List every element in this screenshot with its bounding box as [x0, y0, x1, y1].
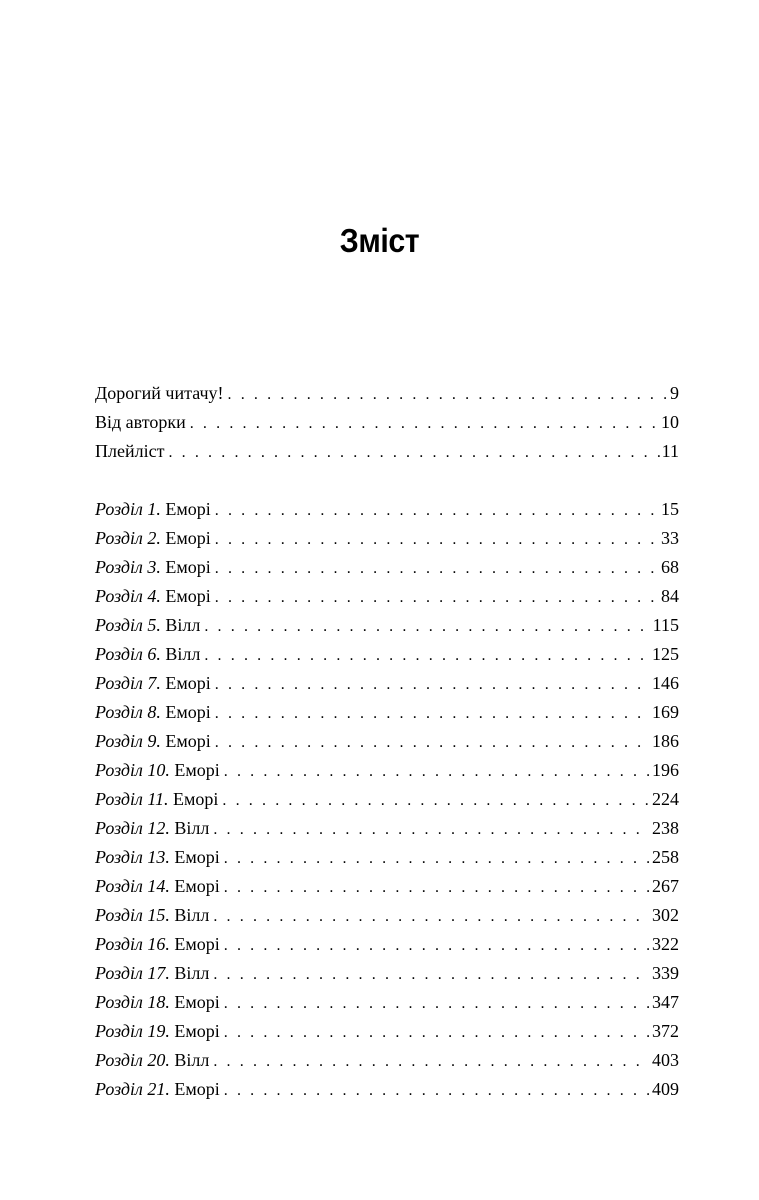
dot-leader — [215, 496, 659, 525]
chapter-number: Розділ 12. — [95, 818, 170, 838]
chapter-narrator: Еморі — [174, 876, 220, 896]
chapter-number: Розділ 7. — [95, 673, 161, 693]
toc-page-number: 372 — [652, 1021, 679, 1041]
toc-chapter-entry[interactable] — [95, 1046, 679, 1075]
chapter-number: Розділ 18. — [95, 992, 170, 1012]
dot-leader — [224, 1076, 650, 1105]
toc-entry-label — [95, 988, 220, 1017]
toc-page-number: 10 — [661, 412, 679, 432]
chapter-number: Розділ 5. — [95, 615, 161, 635]
chapter-narrator: Еморі — [165, 731, 211, 751]
chapter-narrator: Еморі — [174, 847, 220, 867]
chapter-number: Розділ 10. — [95, 760, 170, 780]
toc-entry-label — [95, 553, 211, 582]
toc-entry-label — [95, 640, 200, 669]
front-matter-list — [95, 379, 679, 466]
chapter-number: Розділ 11. — [95, 789, 169, 809]
toc-entry-label — [95, 785, 218, 814]
chapter-number: Розділ 4. — [95, 586, 161, 606]
dot-leader — [213, 960, 650, 989]
chapter-narrator: Вілл — [165, 615, 201, 635]
toc-chapter-entry[interactable] — [95, 872, 679, 901]
toc-entry[interactable] — [95, 379, 679, 408]
toc-entry-label: Від авторки — [95, 412, 186, 432]
toc-page-number: 258 — [652, 847, 679, 867]
toc-chapter-entry[interactable] — [95, 814, 679, 843]
toc-entry-label — [95, 582, 211, 611]
toc-page-number: 68 — [661, 557, 679, 577]
toc-page-number: 125 — [652, 644, 679, 664]
chapter-narrator: Еморі — [165, 673, 211, 693]
chapter-narrator: Еморі — [173, 789, 219, 809]
dot-leader — [215, 699, 650, 728]
chapter-narrator: Еморі — [174, 1079, 220, 1099]
chapter-narrator: Еморі — [165, 702, 211, 722]
chapter-number: Розділ 6. — [95, 644, 161, 664]
chapter-narrator: Вілл — [174, 818, 210, 838]
toc-chapter-entry[interactable] — [95, 930, 679, 959]
toc-page-number: 169 — [652, 702, 679, 722]
toc-page-number: 115 — [652, 615, 679, 635]
chapter-narrator: Еморі — [174, 760, 220, 780]
chapter-narrator: Вілл — [174, 1050, 210, 1070]
dot-leader — [204, 612, 650, 641]
chapter-narrator: Вілл — [174, 905, 210, 925]
toc-page-number: 196 — [652, 760, 679, 780]
page-title: Зміст — [339, 222, 420, 259]
toc-page-number: 84 — [661, 586, 679, 606]
dot-leader — [204, 641, 650, 670]
toc-chapter-entry[interactable] — [95, 785, 679, 814]
dot-leader — [224, 1018, 650, 1047]
chapter-number: Розділ 19. — [95, 1021, 170, 1041]
toc-chapter-entry[interactable] — [95, 1017, 679, 1046]
toc-page-number: 186 — [652, 731, 679, 751]
chapter-number: Розділ 9. — [95, 731, 161, 751]
dot-leader — [224, 931, 650, 960]
toc-entry-label — [95, 959, 209, 988]
toc-page-number: 146 — [652, 673, 679, 693]
dot-leader — [224, 989, 650, 1018]
toc-entry-label — [95, 930, 220, 959]
dot-leader — [168, 438, 659, 467]
toc-chapter-entry[interactable] — [95, 1075, 679, 1104]
toc-entry-label — [95, 843, 220, 872]
toc-chapter-entry[interactable] — [95, 756, 679, 785]
toc-chapter-entry[interactable] — [95, 495, 679, 524]
toc-entry-label — [95, 1017, 220, 1046]
dot-leader — [213, 1047, 650, 1076]
toc-page-number: 267 — [652, 876, 679, 896]
dot-leader — [190, 409, 659, 438]
chapter-narrator: Еморі — [165, 499, 211, 519]
toc-chapter-entry[interactable] — [95, 640, 679, 669]
toc-page-number: 339 — [652, 963, 679, 983]
toc-entry-label — [95, 727, 211, 756]
chapter-narrator: Вілл — [165, 644, 201, 664]
toc-page-number: 224 — [652, 789, 679, 809]
chapter-narrator: Вілл — [174, 963, 210, 983]
chapter-number: Розділ 16. — [95, 934, 170, 954]
chapter-number: Розділ 15. — [95, 905, 170, 925]
toc-page-number: 403 — [652, 1050, 679, 1070]
toc-page-number: 33 — [661, 528, 679, 548]
toc-entry-label — [95, 814, 209, 843]
chapter-number: Розділ 14. — [95, 876, 170, 896]
toc-entry-label — [95, 756, 220, 785]
dot-leader — [224, 844, 650, 873]
chapter-narrator: Еморі — [174, 934, 220, 954]
toc-chapter-entry[interactable] — [95, 582, 679, 611]
dot-leader — [215, 728, 650, 757]
toc-chapter-entry[interactable] — [95, 843, 679, 872]
toc-chapter-entry[interactable] — [95, 669, 679, 698]
dot-leader — [224, 873, 650, 902]
dot-leader — [222, 786, 650, 815]
toc-chapter-entry[interactable] — [95, 959, 679, 988]
toc-page-number: 302 — [652, 905, 679, 925]
chapter-number: Розділ 3. — [95, 557, 161, 577]
toc-entry-label: Дорогий читачу! — [95, 383, 224, 403]
chapter-number: Розділ 2. — [95, 528, 161, 548]
chapter-narrator: Еморі — [165, 557, 211, 577]
toc-chapter-entry[interactable] — [95, 698, 679, 727]
toc-page-number: 409 — [652, 1079, 679, 1099]
chapter-number: Розділ 13. — [95, 847, 170, 867]
toc-entry-label — [95, 1075, 220, 1104]
toc-chapter-entry[interactable] — [95, 611, 679, 640]
chapter-number: Розділ 21. — [95, 1079, 170, 1099]
chapter-number: Розділ 8. — [95, 702, 161, 722]
dot-leader — [215, 583, 659, 612]
chapter-narrator: Еморі — [165, 586, 211, 606]
toc-chapter-entry[interactable] — [95, 524, 679, 553]
toc-entry-label — [95, 872, 220, 901]
toc-entry[interactable] — [95, 408, 679, 437]
chapter-number: Розділ 20. — [95, 1050, 170, 1070]
toc-page-number: 347 — [652, 992, 679, 1012]
toc-entry-label — [95, 669, 211, 698]
toc-page-number: 15 — [661, 499, 679, 519]
toc-entry-label — [95, 524, 211, 553]
chapter-narrator: Еморі — [165, 528, 211, 548]
toc-entry-label: Плейліст — [95, 441, 165, 461]
dot-leader — [215, 554, 659, 583]
toc-entry-label — [95, 901, 209, 930]
toc-page-number: 322 — [652, 934, 679, 954]
chapter-narrator: Еморі — [174, 1021, 220, 1041]
dot-leader — [224, 757, 650, 786]
toc-entry-label — [95, 698, 211, 727]
toc-entry[interactable] — [95, 437, 679, 466]
toc-chapter-entry[interactable] — [95, 901, 679, 930]
toc-chapter-entry[interactable] — [95, 553, 679, 582]
dot-leader — [228, 380, 668, 409]
dot-leader — [213, 815, 650, 844]
toc-page-number: 238 — [652, 818, 679, 838]
chapter-narrator: Еморі — [174, 992, 220, 1012]
chapter-number: Розділ 17. — [95, 963, 170, 983]
dot-leader — [215, 670, 650, 699]
toc-page-number: 11 — [661, 441, 679, 461]
chapter-list — [95, 495, 679, 1104]
toc-chapter-entry[interactable] — [95, 988, 679, 1017]
toc-entry-label — [95, 611, 200, 640]
chapter-number: Розділ 1. — [95, 499, 161, 519]
toc-chapter-entry[interactable] — [95, 727, 679, 756]
toc-page-number: 9 — [670, 383, 679, 403]
toc-entry-label — [95, 495, 211, 524]
dot-leader — [215, 525, 659, 554]
dot-leader — [213, 902, 650, 931]
toc-entry-label — [95, 1046, 209, 1075]
